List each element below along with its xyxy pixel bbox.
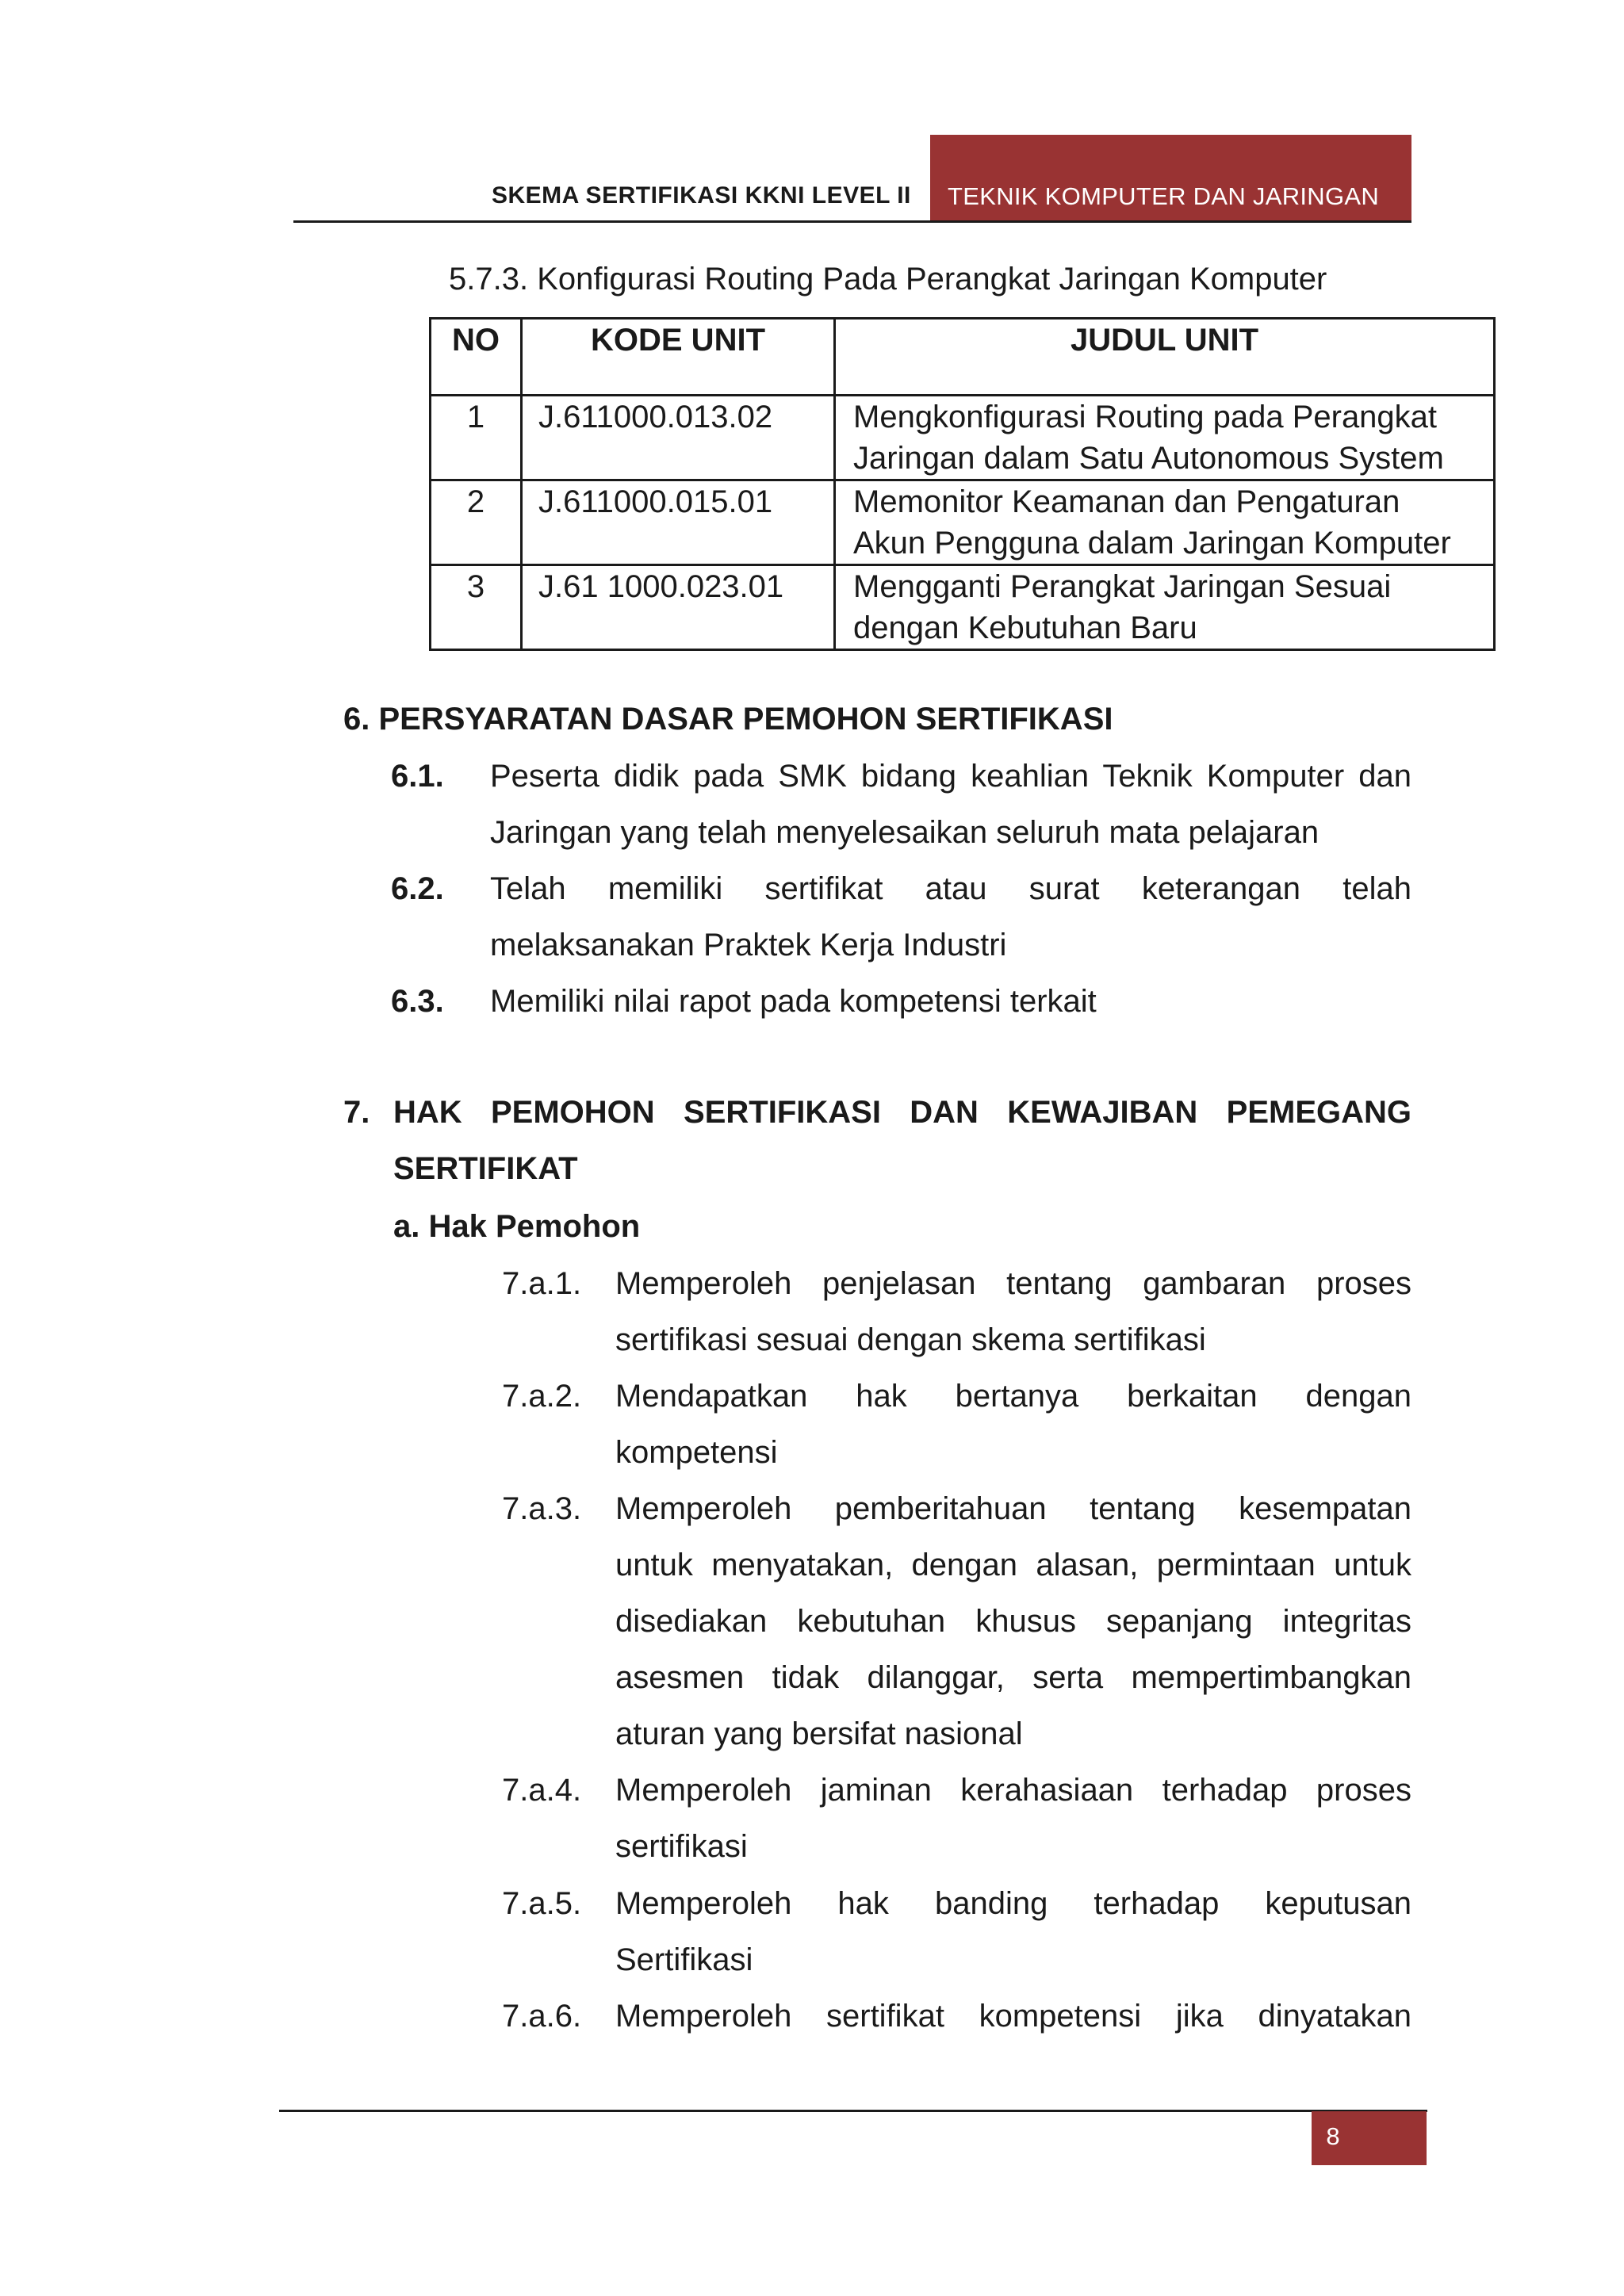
item-number: 7.a.2. — [502, 1379, 582, 1414]
cell-no: 2 — [431, 480, 522, 565]
item-text-line: Memperoleh jaminan kerahasiaan terhadap proses — [615, 1773, 1411, 1808]
item-text-line: disediakan kebutuhan khusus sepanjang integritas — [615, 1604, 1411, 1639]
subsection-title: 5.7.3. Konfigurasi Routing Pada Perangkat Jaringan Komputer — [449, 262, 1327, 297]
item-text-line: aturan yang bersifat nasional — [615, 1716, 1023, 1751]
item-text-line: Peserta didik pada SMK bidang keahlian Teknik Komputer dan — [490, 759, 1411, 794]
cell-judul — [835, 565, 1495, 650]
item-number: 7.a.4. — [502, 1773, 582, 1808]
section-7-heading-line: HAK PEMOHON SERTIFIKASI DAN KEWAJIBAN PEMEGANG — [393, 1095, 1411, 1130]
cell-judul-line: Memonitor Keamanan dan Pengaturan — [853, 484, 1400, 519]
item-number: 7.a.3. — [502, 1491, 582, 1526]
cell-kode: J.611000.013.02 — [522, 396, 835, 480]
item-text-line: untuk menyatakan, dengan alasan, permintaan untuk — [615, 1548, 1411, 1582]
item-number: 7.a.1. — [502, 1266, 582, 1301]
cell-judul — [835, 396, 1495, 480]
table-header-row — [431, 319, 1495, 396]
section-6-heading: 6. PERSYARATAN DASAR PEMOHON SERTIFIKASI — [343, 702, 1113, 737]
item-text-line: Mendapatkan hak bertanya berkaitan dengan — [615, 1379, 1411, 1414]
footer-rule — [279, 2110, 1427, 2112]
col-header-no: NO — [431, 319, 522, 396]
page-number: 8 — [1326, 2122, 1340, 2150]
section-7-number: 7. — [343, 1095, 370, 1130]
cell-no: 1 — [431, 396, 522, 480]
item-text-line: Telah memiliki sertifikat atau surat keterangan telah — [490, 871, 1411, 906]
units-table — [429, 317, 1496, 651]
item-text-line: Memperoleh penjelasan tentang gambaran proses — [615, 1266, 1411, 1301]
cell-kode: J.611000.015.01 — [522, 480, 835, 565]
table-row — [431, 480, 1495, 565]
cell-judul — [835, 480, 1495, 565]
col-header-judul-unit: JUDUL UNIT — [835, 319, 1495, 396]
cell-judul-line: Mengganti Perangkat Jaringan Sesuai — [853, 569, 1392, 604]
table-row — [431, 396, 1495, 480]
item-text-line: Sertifikasi — [615, 1942, 753, 1977]
item-number: 6.2. — [391, 871, 444, 906]
item-number: 7.a.6. — [502, 1999, 582, 2034]
cell-judul-line: Akun Pengguna dalam Jaringan Komputer — [853, 526, 1451, 561]
cell-no: 3 — [431, 565, 522, 650]
section-7-heading — [343, 1085, 1411, 1203]
cell-judul-line: Mengkonfigurasi Routing pada Perangkat — [853, 400, 1438, 434]
item-number: 7.a.5. — [502, 1886, 582, 1921]
item-text-line: sertifikasi sesuai dengan skema sertifikasi — [615, 1322, 1206, 1357]
cell-judul-line: dengan Kebutuhan Baru — [853, 610, 1197, 645]
item-text-line: Memperoleh pemberitahuan tentang kesempatan — [615, 1491, 1411, 1526]
item-number: 6.1. — [391, 759, 444, 794]
item-text-line: Memperoleh sertifikat kompetensi jika dinyatakan — [615, 1999, 1411, 2034]
header-program-label: TEKNIK KOMPUTER DAN JARINGAN — [948, 182, 1380, 210]
item-text-line: Memiliki nilai rapot pada kompetensi terkait — [490, 984, 1097, 1019]
cell-judul-line: Jaringan dalam Satu Autonomous System — [853, 441, 1444, 476]
item-text-line: kompetensi — [615, 1435, 778, 1470]
cell-kode: J.61 1000.023.01 — [522, 565, 835, 650]
item-text-line: Memperoleh hak banding terhadap keputusan — [615, 1886, 1411, 1921]
section-7-heading-line: SERTIFIKAT — [393, 1151, 578, 1186]
item-text-line: asesmen tidak dilanggar, serta mempertimbangkan — [615, 1660, 1411, 1695]
item-text-line: melaksanakan Praktek Kerja Industri — [490, 928, 1007, 962]
col-header-kode-unit: KODE UNIT — [522, 319, 835, 396]
item-text-line: Jaringan yang telah menyelesaikan seluruh mata pelajaran — [490, 815, 1320, 850]
item-number: 6.3. — [391, 984, 444, 1019]
page-number-badge — [1312, 2111, 1427, 2165]
table-row — [431, 565, 1495, 650]
header-rule — [293, 220, 1411, 223]
header-program-badge — [930, 135, 1411, 222]
subheading-hak-pemohon: a. Hak Pemohon — [393, 1209, 641, 1244]
header-scheme-title: SKEMA SERTIFIKASI KKNI LEVEL II — [492, 182, 911, 209]
item-text-line: sertifikasi — [615, 1829, 748, 1864]
